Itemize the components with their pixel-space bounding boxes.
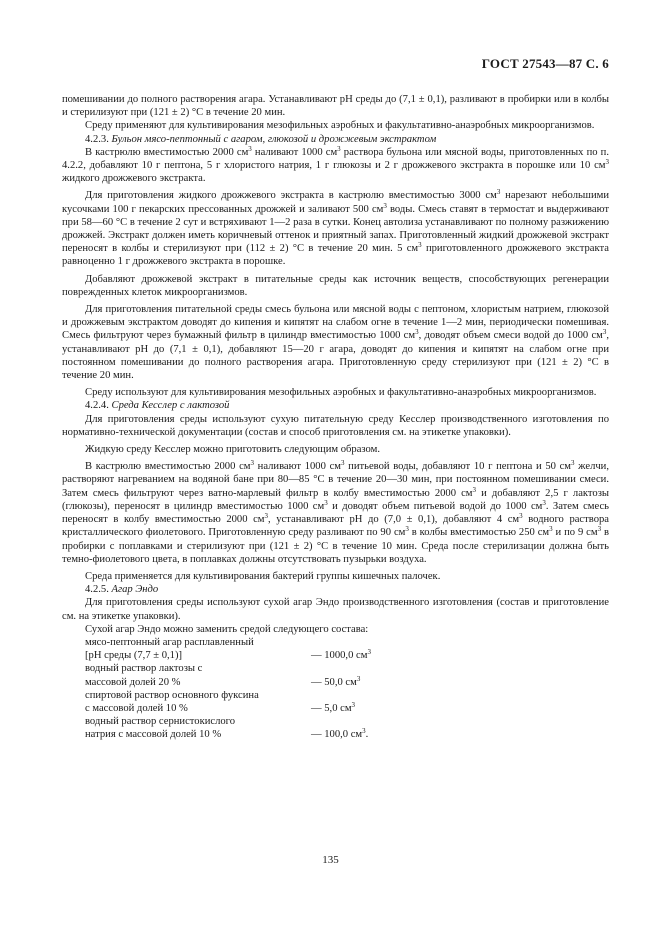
recipe-item-amount: — 5,0 $см^3$ bbox=[311, 700, 356, 714]
section-heading-4-2-5: 4.2.5. Агар Эндо bbox=[85, 584, 159, 596]
recipe-item-name: мясо-пептонный агар расплавленный bbox=[85, 636, 254, 648]
paragraph: В кастрюлю вместимостью 2000 $см^3$ наливают 1000 $см^3$ раствора бульона или мясной воды, приготовленных по п. 4.2.2, добавляют 10 г пептона, 5 г хлористого натрия, 1 г глюкозы и 2 г дрожжевого экстракта в порошке или 10 $см^3$ жидкого дрожжевого экстракта. bbox=[62, 144, 609, 185]
paragraph: В кастрюлю вместимостью 2000 $см^3$ наливают 1000 $см^3$ питьевой воды, добавляют 10 г пептона и 50 $см^3$ желчи, растворяют нагреванием на водяной бане при 80—85 °С в течение 20—30 мин, при постоянном помешивании смеси. Затем смесь фильтруют через ватно-марлевый фильтр в колбу вместимостью 2000 $см^3$ и добавляют 2,5 г лактозы (глюкозы), переносят в цилиндр вместимостью 1000 $см^3$ и доводят объем питьевой водой до 1000 $см^3$. Затем смесь переносят в колбу вместимостью 2000 $см^3$, устанавливают pH до (7,0 ± 0,1), добавляют 4 $см^3$ водного раствора кристаллического фиолетового. Приготовленную среду разливают по 90 $см^3$ в колбы вместимостью 250 $см^3$ и по 9 $см^3$ в пробирки с поплавками и стерилизуют при (121 ± 2) °С в течение 10 мин. Среда после стерилизации должна быть темно-фиолетового цвета, в поплавках должны отсутствовать пузырьки воздуха. bbox=[62, 459, 610, 565]
paragraph: Добавляют дрожжевой экстракт в питательные среды как источник веществ, способствующих регенерации поврежденных клеток микроорганизмов. bbox=[62, 273, 609, 298]
recipe-item bbox=[85, 715, 405, 741]
document-body bbox=[62, 93, 609, 742]
recipe-item-name: спиртовой раствор основного фуксина bbox=[85, 689, 259, 701]
recipe-item-name: с массовой долей 10 % bbox=[85, 702, 188, 714]
page-header: ГОСТ 27543—87 С. 6 bbox=[481, 56, 609, 71]
recipe-item-amount: — 100,0 $см^3$. bbox=[311, 727, 369, 741]
recipe-item-name: массовой долей 20 % bbox=[85, 676, 181, 688]
paragraph: Среда применяется для культивирования бактерий группы кишечных палочек. bbox=[85, 570, 441, 582]
recipe-item-amount: — 50,0 $см^3$ bbox=[311, 674, 361, 688]
paragraph: Жидкую среду Кесслер можно приготовить следующим образом. bbox=[85, 444, 380, 456]
paragraph: Для приготовления питательной среды смесь бульона или мясной воды с пептоном, хлористым натрием, глюкозой и дрожжевым экстрактом доводят до кипения и кипятят на слабом огне в течение 1—2 мин, периодически помешивая. Смесь фильтруют через бумажный фильтр в цилиндр вместимостью 1000 $см^3$, доводят объем смеси водой до 1000 $см^3$, устанавливают pH до (7,1 ± 0,1), добавляют 15—20 г агара, доводят до кипения и кипятят на слабом огне при постоянном помешивании до полного растворения агара. Приготовленную среду стерилизуют при (121 ± 2) °С в течение 20 мин. bbox=[62, 304, 610, 382]
section-heading-4-2-4: 4.2.4. Среда Кесслер с лактозой bbox=[85, 400, 230, 412]
recipe-item-name: [pH среды (7,7 ± 0,1)] bbox=[85, 650, 183, 662]
recipe-item bbox=[85, 636, 405, 662]
recipe-item bbox=[85, 662, 405, 688]
paragraph: Для приготовления жидкого дрожжевого экстракта в кастрюлю вместимостью 3000 $см^3$ нарезают небольшими кусочками 100 г пекарских прессованных дрожжей и заливают 500 $см^3$ воды. Смесь ставят в термостат и выдерживают при 58—60 °С в течение 2 сут и встряхивают 1—2 раза в сутки. Конец автолиза устанавливают по полному разжижению дрожжей. Экстракт должен иметь коричневый оттенок и приятный запах. Приготовленный жидкий дрожжевой экстракт переносят в колбы и стерилизуют при (112 ± 2) °С в течение 20 мин. 5 $см^3$ приготовленного дрожжевого экстракта равноценно 1 г дрожжевого экстракта в порошке. bbox=[62, 188, 610, 268]
paragraph: Среду применяют для культивирования мезофильных аэробных и факультативно-анаэробных микроорганизмов. bbox=[85, 120, 595, 132]
recipe-item-name: натрия с массовой долей 10 % bbox=[85, 729, 222, 741]
recipe-item-name: водный раствор сернистокислого bbox=[85, 716, 236, 728]
paragraph: Среду используют для культивирования мезофильных аэробных и факультативно-анаэробных микроорганизмов. bbox=[85, 387, 597, 399]
paragraph: Сухой агар Эндо можно заменить средой следующего состава: bbox=[85, 623, 369, 635]
page-number: 135 bbox=[322, 854, 339, 866]
paragraph: помешивании до полного растворения агара. Устанавливают pH среды до (7,1 ± 0,1), разливают в пробирки или в колбы и стерилизуют при (121 ± 2) °С в течение 20 мин. bbox=[62, 94, 609, 119]
recipe-item bbox=[85, 689, 405, 715]
recipe-item-name: водный раствор лактозы с bbox=[85, 663, 203, 675]
recipe-list bbox=[85, 636, 405, 742]
paragraph: Для приготовления среды используют сухой агар Эндо производственного изготовления (состав и приготовление см. на этикетке упаковки). bbox=[62, 597, 609, 622]
paragraph: Для приготовления среды используют сухую питательную среду Кесслер производственного изготовления по нормативно-технической документации (состав и способ приготовления см. на этикетке упаковки). bbox=[62, 413, 609, 438]
recipe-item-amount: — 1000,0 $см^3$ bbox=[311, 648, 371, 662]
section-heading-4-2-3: 4.2.3. Бульон мясо-пептонный с агаром, глюкозой и дрожжевым экстрактом bbox=[85, 133, 437, 145]
